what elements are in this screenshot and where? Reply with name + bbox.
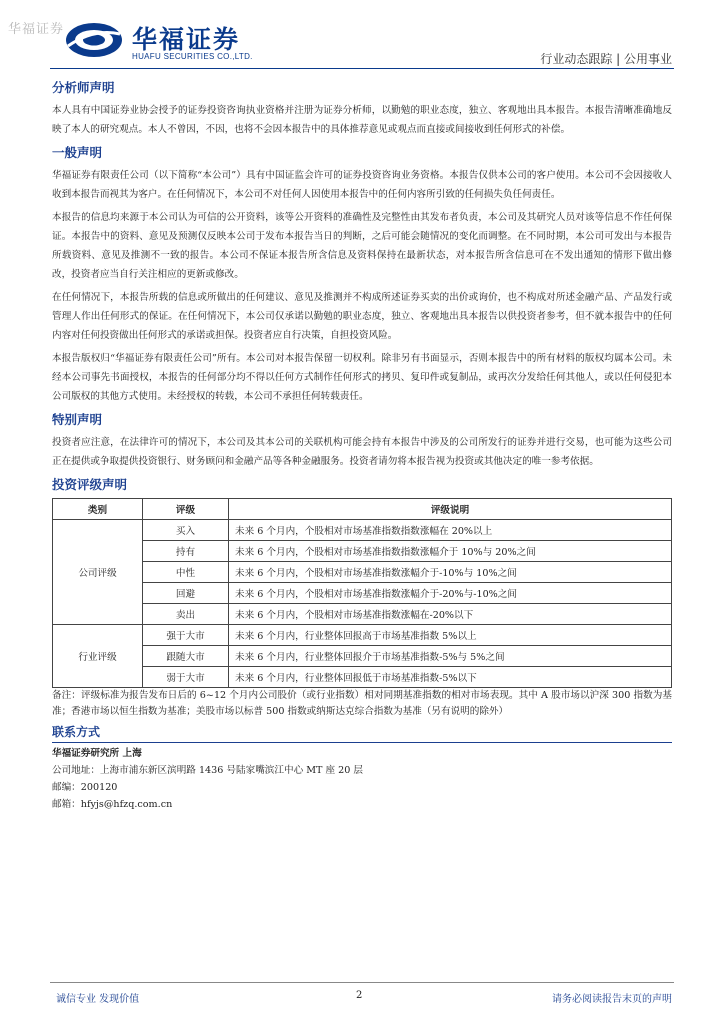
rating-table (52, 498, 672, 688)
description-cell: 未来 6 个月内，个股相对市场基准指数指数涨幅介于 10%与 20%之间 (229, 541, 672, 562)
contact-title: 联系方式 (52, 723, 672, 743)
category-cell: 行业评级 (53, 625, 143, 688)
level-cell: 强于大市 (143, 625, 229, 646)
column-header-description: 评级说明 (229, 499, 672, 520)
table-row (53, 562, 672, 583)
table-row (53, 520, 672, 541)
contact-email: 邮箱：hfyjs@hfzq.com.cn (52, 799, 173, 810)
company-logo (64, 18, 274, 64)
table-header-row (53, 499, 672, 520)
page-number: 2 (356, 990, 363, 1001)
column-header-category: 类别 (53, 499, 143, 520)
huafu-logo-icon (64, 20, 124, 60)
main-content (52, 74, 672, 813)
logo-chinese-name: 华福证券 (132, 25, 241, 54)
level-cell: 回避 (143, 583, 229, 604)
general-statement-title: 一般声明 (52, 145, 103, 160)
footer-disclaimer: 请务必阅读报告末页的声明 (552, 994, 672, 1005)
level-cell: 持有 (143, 541, 229, 562)
contact-address: 公司地址：上海市浦东新区滨明路 1436 号陆家嘴滨江中心 MT 座 20 层 (52, 765, 363, 776)
general-paragraph: 本报告版权归“华福证券有限责任公司”所有。本公司对本报告保留一切权利。除非另有书面显示，否则本报告中的所有材料的版权均属本公司。未经本公司事先书面授权，本报告的任何部分均不得以任何方式制作任何形式的拷贝、复印件或复制品，或再次分发给任何其他人，或以任何侵犯本公司版权的其他方式使用。未经授权的转载，本公司不承担任何转载责任。 (52, 353, 672, 402)
rating-statement-title: 投资评级声明 (52, 477, 128, 492)
table-row (53, 646, 672, 667)
report-type: 行业动态跟踪 | 公用事业 (540, 52, 672, 66)
watermark-text: 华福证券 (8, 22, 65, 37)
table-row (53, 541, 672, 562)
contact-postcode: 邮编：200120 (52, 782, 118, 793)
level-cell: 中性 (143, 562, 229, 583)
level-cell: 卖出 (143, 604, 229, 625)
contact-block (52, 745, 672, 813)
rating-note: 备注：评级标准为报告发布日后的 6~12 个月内公司股价（或行业指数）相对同期基准指数的相对市场表现。其中 A 股市场以沪深 300 指数为基准；香港市场以恒生指数为基准；美股市场以标普 500 指数或纳斯达克综合指数为基准（另有说明的除外） (52, 690, 672, 717)
level-cell: 跟随大市 (143, 646, 229, 667)
description-cell: 未来 6 个月内，行业整体回报介于市场基准指数-5%与 5%之间 (229, 646, 672, 667)
general-paragraph: 在任何情况下，本报告所载的信息或所做出的任何建议、意见及推测并不构成所述证券买卖的出价或询价，也不构成对所述金融产品、产品发行或管理人作出任何形式的保证。在任何情况下，本公司仅承诺以勤勉的职业态度，独立、客观地出具本报告以供投资者参考，但不就本报告中的任何内容对任何投资做出任何形式的承诺或担保。投资者应自行决策，自担投资风险。 (52, 292, 672, 341)
special-statement-text: 投资者应注意，在法律许可的情况下，本公司及其本公司的关联机构可能会持有本报告中涉及的公司所发行的证券并进行交易，也可能为这些公司正在提供或争取提供投资银行、财务顾问和金融产品等各种金融服务。投资者请勿将本报告视为投资或其他决定的唯一参考依据。 (52, 437, 672, 467)
description-cell: 未来 6 个月内，行业整体回报低于市场基准指数-5%以下 (229, 667, 672, 688)
general-paragraph: 华福证券有限责任公司（以下简称“本公司”）具有中国证监会许可的证券投资咨询业务资格。本报告仅供本公司的客户使用。本公司不会因接收人收到本报告而视其为客户。在任何情况下，本公司不对任何人因使用本报告中的任何内容所引致的任何损失负任何责任。 (52, 170, 672, 200)
table-row (53, 604, 672, 625)
analyst-statement-text: 本人具有中国证券业协会授予的证券投资咨询执业资格并注册为证券分析师，以勤勉的职业态度，独立、客观地出具本报告。本报告清晰准确地反映了本人的研究观点。本人不曾因，不因，也将不会因本报告中的具体推荐意见或观点而直接或间接收到任何形式的补偿。 (52, 105, 672, 135)
special-statement-title: 特别声明 (52, 412, 103, 427)
table-row (53, 583, 672, 604)
description-cell: 未来 6 个月内，个股相对市场基准指数指数涨幅在 20%以上 (229, 520, 672, 541)
contact-institute: 华福证券研究所 上海 (52, 748, 142, 759)
logo-english-name: HUAFU SECURITIES CO.,LTD. (132, 52, 253, 61)
description-cell: 未来 6 个月内，个股相对市场基准指数涨幅介于-20%与-10%之间 (229, 583, 672, 604)
level-cell: 弱于大市 (143, 667, 229, 688)
footer-divider (50, 982, 674, 983)
column-header-level: 评级 (143, 499, 229, 520)
category-cell: 公司评级 (53, 520, 143, 625)
description-cell: 未来 6 个月内，行业整体回报高于市场基准指数 5%以上 (229, 625, 672, 646)
footer-slogan: 诚信专业 发现价值 (56, 994, 140, 1005)
description-cell: 未来 6 个月内，个股相对市场基准指数涨幅介于-10%与 10%之间 (229, 562, 672, 583)
table-row (53, 625, 672, 646)
description-cell: 未来 6 个月内，个股相对市场基准指数涨幅在-20%以下 (229, 604, 672, 625)
analyst-statement-title: 分析师声明 (52, 80, 115, 95)
header-divider (50, 68, 674, 69)
table-row (53, 667, 672, 688)
level-cell: 买入 (143, 520, 229, 541)
general-paragraph: 本报告的信息均来源于本公司认为可信的公开资料，该等公开资料的准确性及完整性由其发布者负责，本公司及其研究人员对该等信息不作任何保证。本报告中的资料、意见及预测仅反映本公司于发布本报告当日的判断，之后可能会随情况的变化而调整。在不同时期，本公司可发出与本报告所载资料、意见及推测不一致的报告。本公司不保证本报告所含信息及资料保持在最新状态，对本报告所含信息可在不发出通知的情形下做出修改，投资者应当自行关注相应的更新或修改。 (52, 212, 672, 280)
